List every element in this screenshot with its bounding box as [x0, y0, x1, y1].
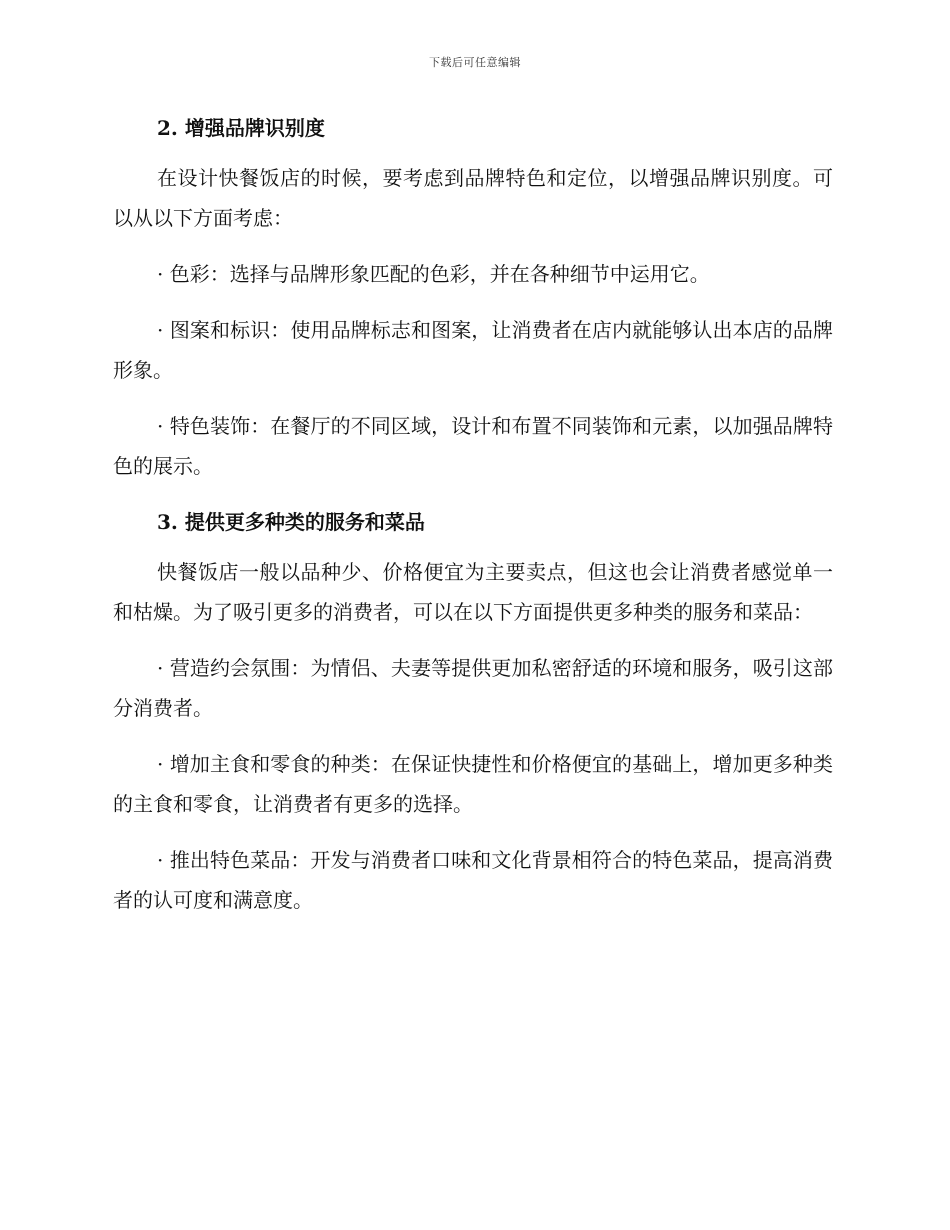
section-heading: 2. 增强品牌识别度 — [157, 116, 325, 140]
header-note: 下载后可任意编辑 — [429, 56, 521, 69]
bullet-paragraph: · 增加主食和零食的种类：在保证快捷性和价格便宜的基础上，增加更多种类的主食和零食，让消费者有更多的选择。 — [113, 752, 833, 816]
document-body — [113, 108, 833, 936]
paragraph: 快餐饭店一般以品种少、价格便宜为主要卖点，但这也会让消费者感觉单一和枯燥。为了吸引更多的消费者，可以在以下方面提供更多种类的服务和菜品： — [113, 560, 833, 624]
bullet-paragraph: · 推出特色菜品：开发与消费者口味和文化背景相符合的特色菜品，提高消费者的认可度和满意度。 — [113, 848, 833, 912]
bullet-paragraph: · 图案和标识：使用品牌标志和图案，让消费者在店内就能够认出本店的品牌形象。 — [113, 318, 833, 382]
section-heading: 3. 提供更多种类的服务和菜品 — [157, 510, 425, 534]
bullet-paragraph: · 营造约会氛围：为情侣、夫妻等提供更加私密舒适的环境和服务，吸引这部分消费者。 — [113, 656, 833, 720]
bullet-paragraph: · 特色装饰：在餐厅的不同区域，设计和布置不同装饰和元素，以加强品牌特色的展示。 — [113, 414, 833, 478]
bullet-paragraph: · 色彩：选择与品牌形象匹配的色彩，并在各种细节中运用它。 — [157, 262, 710, 286]
paragraph: 在设计快餐饭店的时候，要考虑到品牌特色和定位，以增强品牌识别度。可以从以下方面考虑： — [113, 166, 833, 230]
